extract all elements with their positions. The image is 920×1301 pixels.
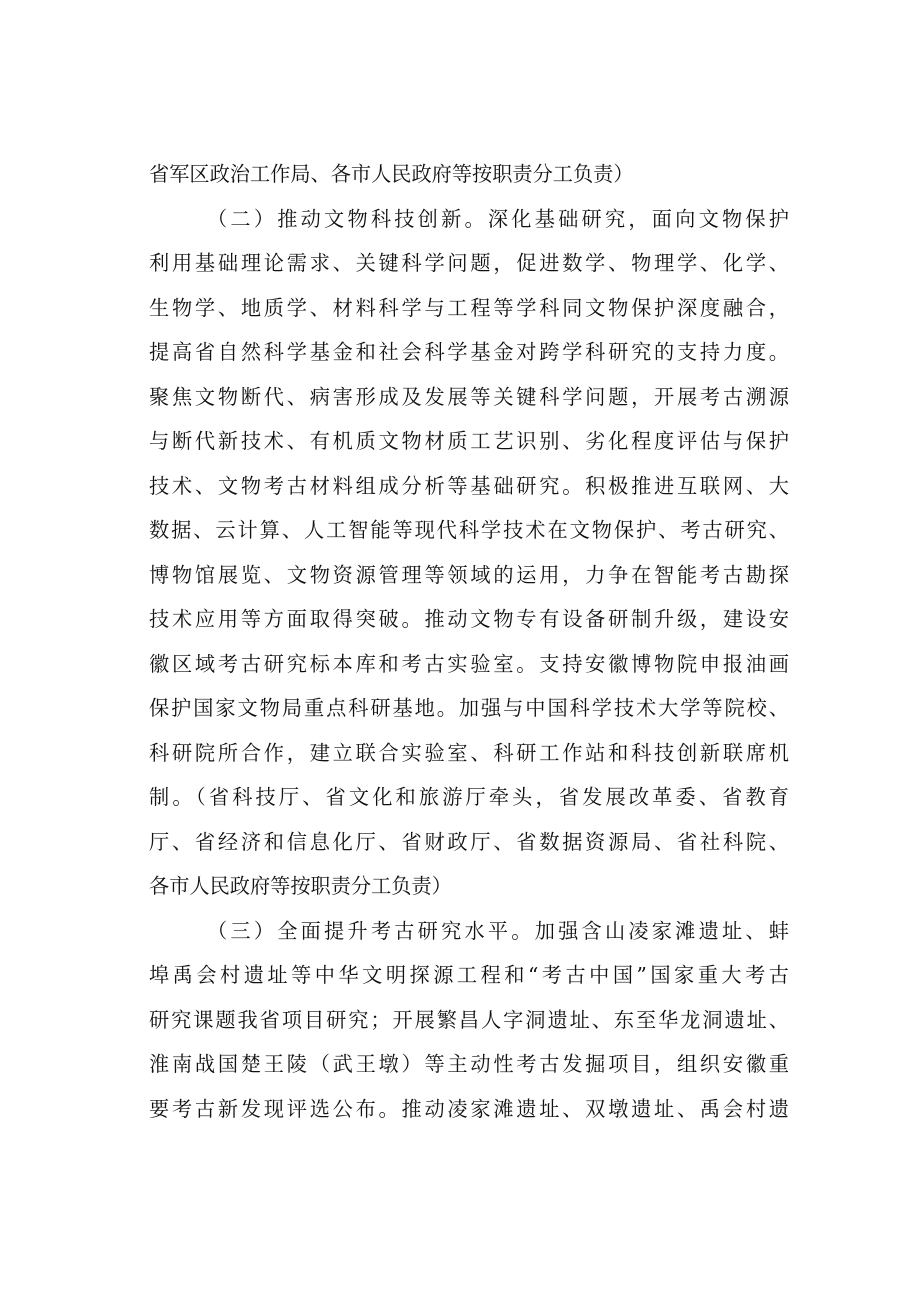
text-line: 厅、省经济和信息化厅、省财政厅、省数据资源局、省社科院、 bbox=[149, 830, 789, 854]
text-line: 保护国家文物局重点科研基地。加强与中国科学技术大学等院校、 bbox=[149, 696, 789, 720]
text-line: 研究课题我省项目研究；开展繁昌人字洞遗址、东至华龙洞遗址、 bbox=[149, 1008, 789, 1032]
text-line: 技术应用等方面取得突破。推动文物专有设备研制升级，建设安 bbox=[149, 607, 789, 631]
text-line: 省军区政治工作局、各市人民政府等按职责分工负责） bbox=[149, 162, 634, 186]
text-line: 聚焦文物断代、病害形成及发展等关键科学问题，开展考古溯源 bbox=[149, 385, 789, 409]
section-heading-line: （二）推动文物科技创新。深化基础研究，面向文物保护 bbox=[207, 207, 789, 231]
text-line: 与断代新技术、有机质文物材质工艺识别、劣化程度评估与保护 bbox=[149, 429, 789, 453]
text-line: 各市人民政府等按职责分工负责） bbox=[149, 874, 452, 898]
text-line: 数据、云计算、人工智能等现代科学技术在文物保护、考古研究、 bbox=[149, 518, 789, 542]
text-line: 淮南战国楚王陵（武王墩）等主动性考古发掘项目，组织安徽重 bbox=[149, 1052, 789, 1076]
text-line: 利用基础理论需求、关键科学问题，促进数学、物理学、化学、 bbox=[149, 251, 789, 275]
text-line: 技术、文物考古材料组成分析等基础研究。积极推进互联网、大 bbox=[149, 474, 789, 498]
text-line: 制。（省科技厅、省文化和旅游厅牵头，省发展改革委、省教育 bbox=[149, 785, 789, 809]
section-heading-line: （三）全面提升考古研究水平。加强含山凌家滩遗址、蚌 bbox=[207, 919, 789, 943]
text-line: 提高省自然科学基金和社会科学基金对跨学科研究的支持力度。 bbox=[149, 340, 789, 364]
text-line: 埠禹会村遗址等中华文明探源工程和“考古中国”国家重大考古 bbox=[149, 963, 789, 987]
text-line: 生物学、地质学、材料科学与工程等学科同文物保护深度融合， bbox=[149, 296, 789, 320]
text-line: 要考古新发现评选公布。推动凌家滩遗址、双墩遗址、禹会村遗 bbox=[149, 1097, 789, 1121]
text-line: 博物馆展览、文物资源管理等领域的运用，力争在智能考古勘探 bbox=[149, 563, 789, 587]
text-line: 科研院所合作，建立联合实验室、科研工作站和科技创新联席机 bbox=[149, 741, 789, 765]
text-line: 徽区域考古研究标本库和考古实验室。支持安徽博物院申报油画 bbox=[149, 652, 789, 676]
